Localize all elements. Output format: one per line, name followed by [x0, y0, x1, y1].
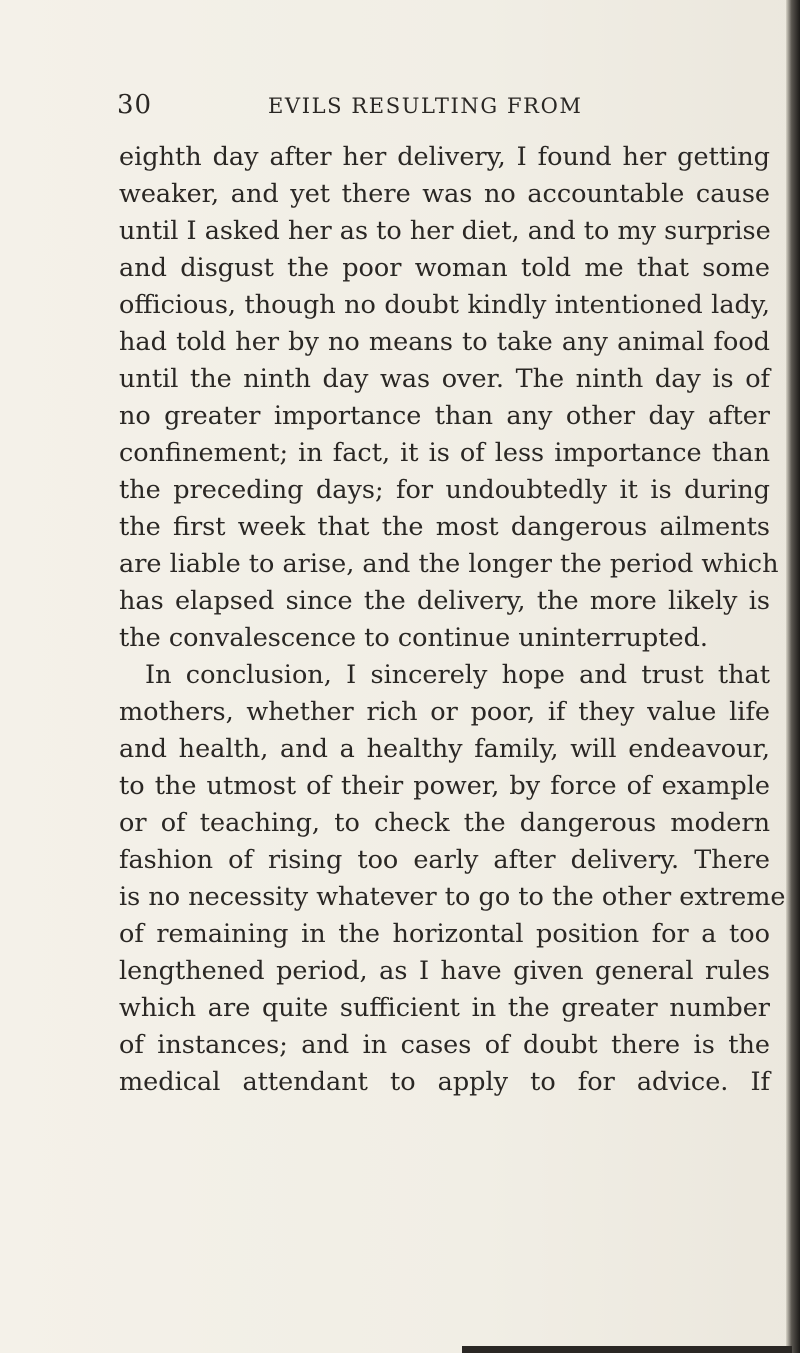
text-line: until I asked her as to her diet, and to my surprise — [119, 216, 771, 246]
running-head: EVILS RESULTING FROM — [268, 94, 583, 118]
text-line: and disgust the poor woman told me that some — [119, 253, 770, 283]
text-line: of instances; and in cases of doubt there is the — [119, 1030, 770, 1060]
text-line: the preceding days; for undoubtedly it is during — [119, 475, 770, 505]
text-line: the convalescence to continue uninterrupted. — [119, 623, 709, 653]
text-line: lengthened period, as I have given general rules — [119, 956, 770, 986]
page-edge-shadow — [786, 0, 800, 1353]
page-bottom-edge — [462, 1346, 792, 1353]
text-line: confinement; in fact, it is of less importance than — [119, 438, 770, 468]
text-line: medical attendant to apply to for advice. If — [119, 1067, 770, 1097]
page-header — [0, 90, 786, 126]
text-line: the first week that the most dangerous ailments — [119, 512, 770, 542]
text-line: and health, and a healthy family, will endeavour, — [119, 734, 770, 764]
text-line: of remaining in the horizontal position for a too — [119, 919, 770, 949]
text-line: In conclusion, I sincerely hope and trust that — [145, 660, 770, 690]
text-line: fashion of rising too early after delivery. There — [119, 845, 770, 875]
text-line: mothers, whether rich or poor, if they value life — [119, 697, 770, 727]
text-line: to the utmost of their power, by force of example — [119, 771, 770, 801]
text-line: which are quite sufficient in the greater number — [119, 993, 770, 1023]
text-line: or of teaching, to check the dangerous modern — [119, 808, 770, 838]
text-line: is no necessity whatever to go to the other extreme — [119, 882, 786, 912]
page-number: 30 — [117, 90, 153, 120]
text-line: had told her by no means to take any animal food — [119, 327, 770, 357]
text-line: eighth day after her delivery, I found her getting — [119, 142, 770, 172]
text-line: no greater importance than any other day after — [119, 401, 770, 431]
text-line: weaker, and yet there was no accountable cause — [119, 179, 770, 209]
text-line: are liable to arise, and the longer the period which — [119, 549, 779, 579]
text-line: officious, though no doubt kindly intentioned lady, — [119, 290, 770, 320]
text-line: has elapsed since the delivery, the more likely is — [119, 586, 770, 616]
text-line: until the ninth day was over. The ninth day is of — [119, 364, 770, 394]
